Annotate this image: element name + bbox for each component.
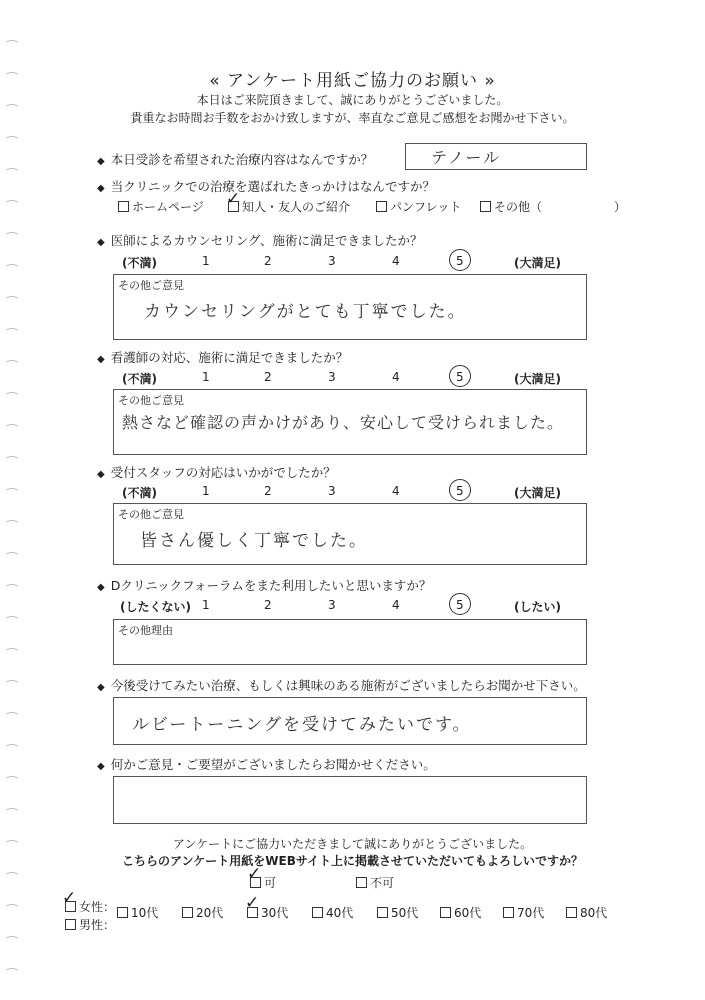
checkbox[interactable] xyxy=(312,907,323,918)
q4-comment-box[interactable] xyxy=(113,389,587,455)
scale-4[interactable]: 4 xyxy=(392,484,400,498)
question-3 xyxy=(97,231,422,249)
scale-low-label: (不満) xyxy=(122,372,157,386)
age-20s[interactable]: 20代 xyxy=(182,904,223,921)
question-7 xyxy=(97,676,586,694)
checkbox[interactable] xyxy=(503,907,514,918)
checkbox[interactable] xyxy=(480,201,491,212)
comment-box-label: その他理由 xyxy=(118,624,173,637)
scale-4[interactable]: 4 xyxy=(392,598,400,612)
scale-low-label: (不満) xyxy=(122,486,157,500)
age-50s[interactable]: 50代 xyxy=(377,904,418,921)
checkbox[interactable] xyxy=(117,907,128,918)
scale-4[interactable]: 4 xyxy=(392,370,400,384)
diamond-icon: ◆ xyxy=(97,682,105,693)
q3-comment-box[interactable] xyxy=(113,274,587,340)
option-pamphlet[interactable]: パンフレット xyxy=(376,198,461,215)
q7-answer-box[interactable] xyxy=(113,697,587,745)
checkbox[interactable] xyxy=(118,201,129,212)
check-mark-icon: ✓ xyxy=(247,864,262,884)
rating-circle xyxy=(449,365,471,387)
scale-high-label: (大満足) xyxy=(514,256,561,270)
question-5-text: 受付スタッフの対応はいかがでしたか？ xyxy=(110,465,336,480)
diamond-icon: ◆ xyxy=(97,156,105,167)
q1-answer: テノール xyxy=(431,148,502,167)
intro-line-2: 貴重なお時間お手数をおかけ致しますが、率直なご意見ご感想をお聞かせ下さい。 xyxy=(130,111,575,125)
gender-male[interactable]: 男性： xyxy=(65,916,115,933)
scale-high-label: (したい) xyxy=(514,600,561,614)
option-other-close: ） xyxy=(614,200,627,214)
question-8-text: 何かご意見・ご要望がございましたらお聞かせください。 xyxy=(110,757,436,772)
footer-thanks: アンケートにご協力いただきまして誠にありがとうございました。 xyxy=(172,837,533,851)
scale-5[interactable]: 5 xyxy=(456,484,464,498)
diamond-icon: ◆ xyxy=(97,237,105,248)
age-40s[interactable]: 40代 xyxy=(312,904,353,921)
checkbox[interactable] xyxy=(566,907,577,918)
scale-3[interactable]: 3 xyxy=(328,370,336,384)
scale-3[interactable]: 3 xyxy=(328,254,336,268)
question-5 xyxy=(97,463,336,481)
rating-circle xyxy=(449,479,471,501)
question-8 xyxy=(97,755,436,773)
age-70s[interactable]: 70代 xyxy=(503,904,544,921)
checkbox[interactable] xyxy=(356,877,367,888)
q8-answer-box[interactable] xyxy=(113,776,587,824)
scale-1[interactable]: 1 xyxy=(202,254,210,268)
age-10s[interactable]: 10代 xyxy=(117,904,158,921)
checkbox[interactable] xyxy=(376,201,387,212)
q6-comment-box[interactable] xyxy=(113,619,587,665)
permission-no[interactable]: 不可 xyxy=(356,874,394,891)
checkbox[interactable] xyxy=(377,907,388,918)
diamond-icon: ◆ xyxy=(97,582,105,593)
scale-5[interactable]: 5 xyxy=(456,254,464,268)
checkbox[interactable] xyxy=(440,907,451,918)
rating-circle xyxy=(449,593,471,615)
question-1-text: 本日受診を希望された治療内容はなんですか？ xyxy=(110,152,374,167)
scale-4[interactable]: 4 xyxy=(392,254,400,268)
scale-low-label: (不満) xyxy=(122,256,157,270)
q5-answer: 皆さん優しく丁寧でした。 xyxy=(140,531,368,551)
comment-box-label: その他ご意見 xyxy=(118,508,184,521)
page-title: « アンケート用紙ご協力のお願い » xyxy=(209,71,496,91)
scale-1[interactable]: 1 xyxy=(202,598,210,612)
question-6-text: Dクリニックフォーラムをまた利用したいと思いますか？ xyxy=(110,578,432,593)
scale-2[interactable]: 2 xyxy=(264,598,272,612)
q3-answer: カウンセリングがとても丁寧でした。 xyxy=(144,302,467,322)
age-60s[interactable]: 60代 xyxy=(440,904,481,921)
question-1 xyxy=(97,150,373,168)
diamond-icon: ◆ xyxy=(97,354,105,365)
scale-5[interactable]: 5 xyxy=(456,370,464,384)
q4-answer: 熱さなど確認の声かけがあり、安心して受けられました。 xyxy=(122,413,565,432)
age-30s[interactable]: 30代 xyxy=(247,904,288,921)
comment-box-label: その他ご意見 xyxy=(118,394,184,407)
scale-5[interactable]: 5 xyxy=(456,598,464,612)
scale-3[interactable]: 3 xyxy=(328,598,336,612)
diamond-icon: ◆ xyxy=(97,761,105,772)
question-4 xyxy=(97,348,348,366)
question-4-text: 看護師の対応、施術に満足できましたか？ xyxy=(110,350,349,365)
intro-line-1: 本日はご来院頂きまして、誠にありがとうございました。 xyxy=(196,93,509,107)
scale-low-label: (したくない) xyxy=(120,600,191,614)
scale-2[interactable]: 2 xyxy=(264,484,272,498)
option-referral[interactable]: 知人・友人のご紹介 xyxy=(228,198,350,215)
scale-high-label: (大満足) xyxy=(514,486,561,500)
option-homepage[interactable]: ホームページ xyxy=(118,198,204,215)
checkbox[interactable] xyxy=(65,919,76,930)
scale-3[interactable]: 3 xyxy=(328,484,336,498)
question-2 xyxy=(97,177,435,195)
question-2-text: 当クリニックでの治療を選ばれたきっかけはなんですか？ xyxy=(110,179,435,194)
scale-high-label: (大満足) xyxy=(514,372,561,386)
check-mark-icon: ✓ xyxy=(245,893,260,913)
permission-yes[interactable]: 可 xyxy=(250,874,276,891)
q5-comment-box[interactable] xyxy=(113,503,587,565)
age-80s[interactable]: 80代 xyxy=(566,904,607,921)
option-other[interactable]: その他（ xyxy=(480,198,542,215)
scale-1[interactable]: 1 xyxy=(202,484,210,498)
scale-2[interactable]: 2 xyxy=(264,254,272,268)
checkbox[interactable] xyxy=(182,907,193,918)
q1-answer-box[interactable] xyxy=(405,143,587,170)
rating-circle xyxy=(449,249,471,271)
comment-box-label: その他ご意見 xyxy=(118,279,184,292)
footer-permission: こちらのアンケート用紙をWEBサイト上に掲載させていただいてもよろしいですか？ xyxy=(121,854,584,868)
question-3-text: 医師によるカウンセリング、施術に満足できましたか？ xyxy=(110,233,423,248)
scale-1[interactable]: 1 xyxy=(202,370,210,384)
gender-female[interactable]: 女性： xyxy=(65,898,115,915)
question-7-text: 今後受けてみたい治療、もしくは興味のある施術がございましたらお聞かせ下さい。 xyxy=(110,678,586,693)
check-mark-icon: ✓ xyxy=(226,189,241,209)
diamond-icon: ◆ xyxy=(97,469,105,480)
q7-answer: ルビートーニングを受けてみたいです。 xyxy=(132,715,472,735)
question-6 xyxy=(97,576,431,594)
diamond-icon: ◆ xyxy=(97,183,105,194)
check-mark-icon: ✓ xyxy=(62,888,77,908)
scale-2[interactable]: 2 xyxy=(264,370,272,384)
